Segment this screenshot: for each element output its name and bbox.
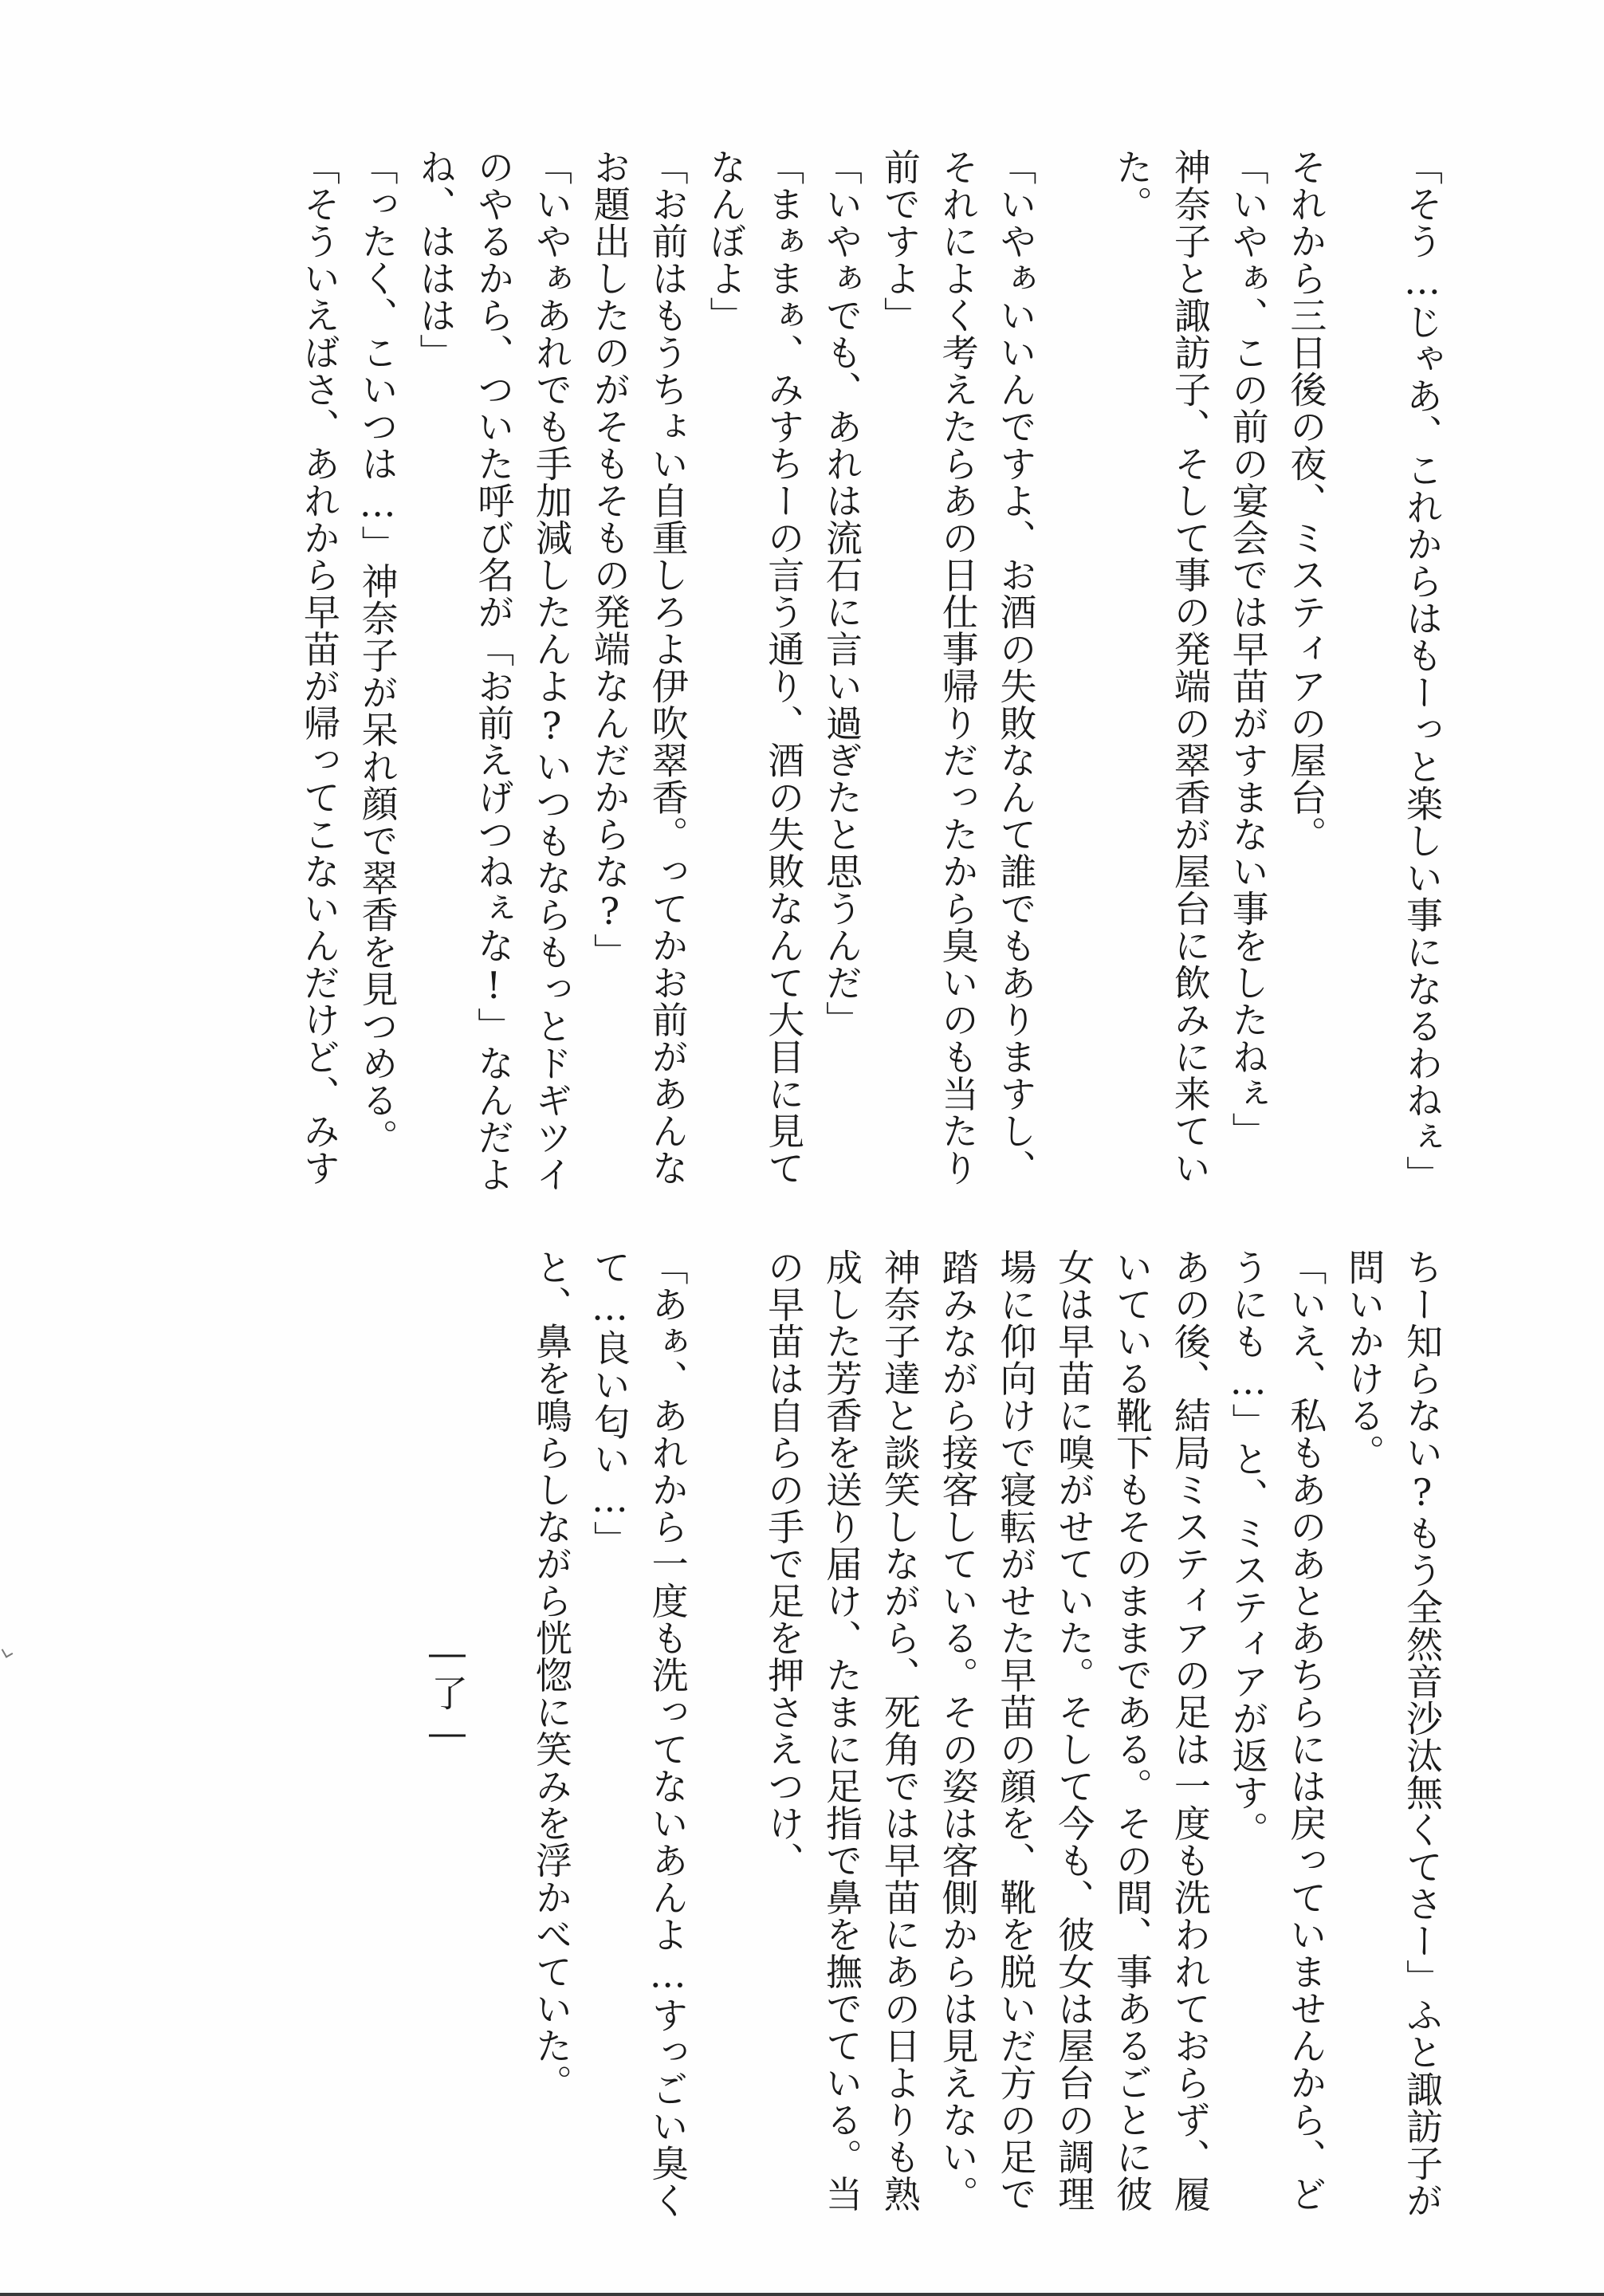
text-line: 場に仰向けで寝転がせた早苗の顔を、靴を脱いだ方の足で (994, 1248, 1038, 2212)
text-line: た。 (1111, 148, 1154, 222)
text-line: 「ったく、こいつは…」神奈子が呆れ顔で翠香を見つめる。 (356, 148, 399, 1156)
text-line: 「まぁまぁ、みすちーの言う通り、酒の失敗なんて大目に見て (762, 148, 806, 1186)
text-line: 「いやぁでも、あれは流石に言い過ぎたと思うんだ」 (820, 148, 864, 1038)
text-block-top (112, 148, 1451, 1193)
text-line: 「いやぁあれでも手加減したんよ?いつもならもっとドギツイ (530, 148, 574, 1193)
text-line: 「いやぁいいんですよ、お酒の失敗なんて誰でもありますし、 (994, 148, 1038, 1186)
blank-line (697, 1248, 755, 2109)
text-line: 「お前はもうちょい自重しろよ伊吹翠香。ってかお前があんな (646, 148, 690, 1186)
text-line: 神奈子と諏訪子、そして事の発端の翠香が屋台に飲みに来てい (1168, 148, 1212, 1186)
bottom-edge-rule (0, 2293, 1604, 2296)
text-line: 「いやぁ、この前の宴会では早苗がすまない事をしたねぇ」 (1226, 148, 1270, 1150)
text-line: 成した芳香を送り届け、たまに足指で鼻を撫でている。当 (820, 1248, 864, 2212)
text-line: 「そう…じゃあ、これからはもーっと楽しい事になるわねぇ」 (1401, 148, 1444, 1193)
blank-line (1335, 148, 1393, 1110)
text-line: の早苗は自らの手で足を押さえつけ、 (762, 1248, 806, 1879)
end-mark: ―了― (426, 1631, 469, 1754)
blank-line (1044, 148, 1103, 1110)
text-line: ちー知らない?もう全然音沙汰無くてさー」ふと諏訪子が (1401, 1248, 1444, 2219)
text-line: 神奈子達と談笑しながら、死角では早苗にあの日よりも熟 (878, 1248, 922, 2212)
text-line: 女は早苗に嗅がせていた。そして今も、彼女は屋台の調理 (1052, 1248, 1096, 2212)
text-line: お題出したのがそもそもの発端なんだからな?」 (588, 148, 631, 970)
text-line: いている靴下もそのままである。その間、事あるごとに彼 (1111, 1248, 1154, 2212)
text-line: それから三日後の夜、ミスティアの屋台。 (1284, 148, 1328, 853)
text-line: 「あぁ、あれから一度も洗ってないあんよ…すっごい臭く (646, 1248, 690, 2219)
text-line: なんぼよ」 (704, 148, 748, 334)
text-line: 問いかける。 (1343, 1248, 1386, 1471)
text-line: それによく考えたらあの日仕事帰りだったから臭いのも当たり (936, 148, 980, 1186)
text-line: のやるから、ついた呼び名が「お前えげつねぇな!」なんだよ (472, 148, 516, 1193)
text-line: 「そういえばさ、あれから早苗が帰ってこないんだけど、みす (297, 148, 341, 1186)
text-line: うにも…」と、ミスティアが返す。 (1226, 1248, 1270, 1848)
text-line: 「いえ、私もあのあとあちらには戻っていませんから、ど (1284, 1248, 1328, 2212)
text-line: 踏みながら接客している。その姿は客側からは見えない。 (936, 1248, 980, 2212)
scan-speck-icon (2, 1645, 14, 1657)
text-line: ね、ははは」 (414, 148, 458, 371)
text-block-bottom (415, 1248, 1451, 2219)
text-line: あの後、結局ミスティアの足は一度も洗われておらず、履 (1168, 1248, 1212, 2212)
text-line: 前ですよ」 (878, 148, 922, 334)
text-line: と、鼻を鳴らしながら恍惚に笑みを浮かべていた。 (530, 1248, 574, 2101)
text-line: て…良い匂い…」 (588, 1248, 631, 1558)
